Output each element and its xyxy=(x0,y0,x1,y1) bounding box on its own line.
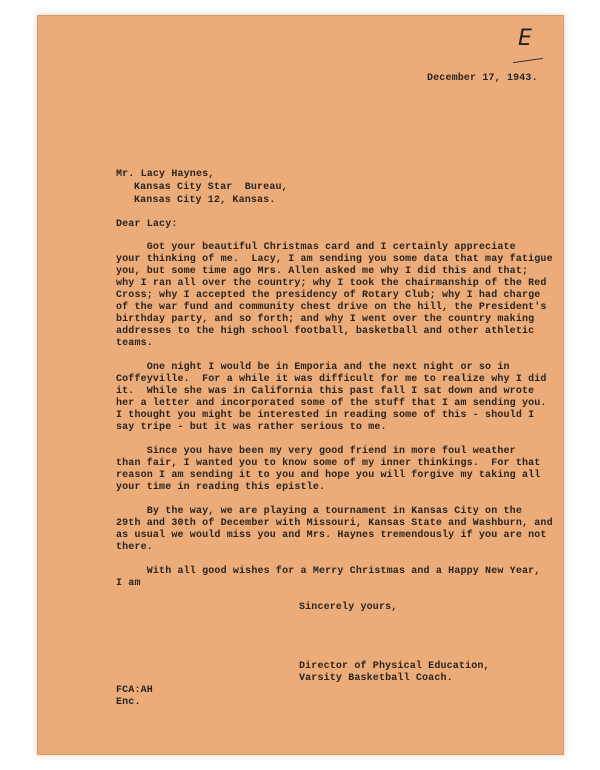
body-line: your thinking of me. Lacy, I am sending you some data that may fatigue xyxy=(116,254,553,265)
body-line: reason I am sending it to you and hope you will forgive my taking all xyxy=(116,470,541,481)
salutation: Dear Lacy: xyxy=(116,219,178,230)
body-line: Coffeyville. For a while it was difficult for me to realize why I did xyxy=(116,374,547,385)
signature-title-1: Director of Physical Education, xyxy=(299,661,490,672)
letter-date: December 17, 1943. xyxy=(427,73,538,84)
body-line: With all good wishes for a Merry Christmas and a Happy New Year, xyxy=(116,566,541,577)
enclosure-note: Enc. xyxy=(116,697,141,708)
body-line: than fair, I wanted you to know some of my inner thinkings. For that xyxy=(116,458,541,469)
recipient-line-1: Mr. Lacy Haynes, xyxy=(116,169,215,180)
corner-mark: E xyxy=(518,26,532,51)
body-line: as usual we would miss you and Mrs. Haynes tremendously if you are not xyxy=(116,530,547,541)
body-line: addresses to the high school football, basketball and other athletic xyxy=(116,326,535,337)
body-line: Since you have been my very good friend in more foul weather xyxy=(116,446,516,457)
recipient-line-2: Kansas City Star Bureau, xyxy=(134,182,288,193)
recipient-line-3: Kansas City 12, Kansas. xyxy=(134,195,276,206)
body-line: why I ran all over the country; why I took the chairmanship of the Red xyxy=(116,278,547,289)
body-line: 29th and 30th of December with Missouri, Kansas State and Washburn, and xyxy=(116,518,553,529)
body-line: teams. xyxy=(116,338,153,349)
body-line: By the way, we are playing a tournament in Kansas City on the xyxy=(116,506,522,517)
body-line: of the war fund and community chest drive on the hill, the President's xyxy=(116,302,547,313)
body-line: say tripe - but it was rather serious to me. xyxy=(116,422,387,433)
body-line: it. While she was in California this past fall I sat down and wrote xyxy=(116,386,535,397)
body-line: Got your beautiful Christmas card and I certainly appreciate xyxy=(116,242,516,253)
body-line: One night I would be in Emporia and the next night or so in xyxy=(116,362,510,373)
body-line: I am xyxy=(116,578,141,589)
body-line: Cross; why I accepted the presidency of Rotary Club; why I had charge xyxy=(116,290,541,301)
body-line: I thought you might be interested in reading some of this - should I xyxy=(116,410,535,421)
body-line: you, but some time ago Mrs. Allen asked me why I did this and that; xyxy=(116,266,529,277)
signature-title-2: Varsity Basketball Coach. xyxy=(299,673,453,684)
closing: Sincerely yours, xyxy=(299,602,398,613)
body-line: your time in reading this epistle. xyxy=(116,482,326,493)
body-line: there. xyxy=(116,542,153,553)
body-line: her a letter and incorporated some of the stuff that I am sending you. xyxy=(116,398,547,409)
body-line: birthday party, and so forth; and why I went over the country making xyxy=(116,314,535,325)
reference-initials: FCA:AH xyxy=(116,685,153,696)
